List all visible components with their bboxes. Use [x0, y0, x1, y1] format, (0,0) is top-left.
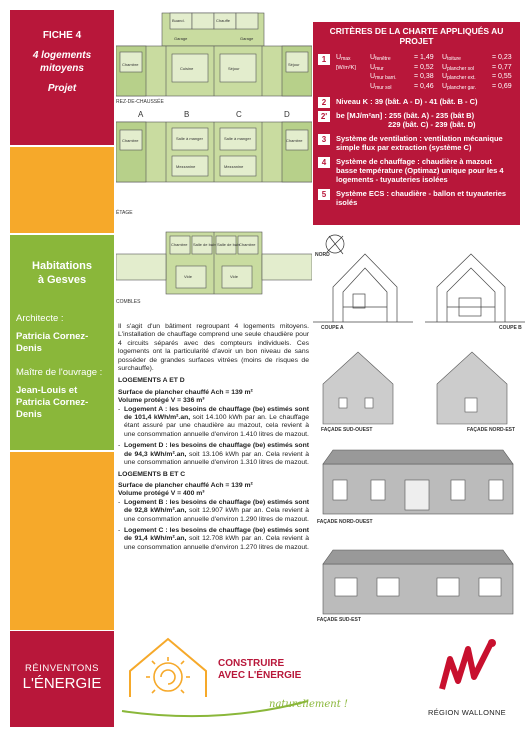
volume-ad: Volume protégé V = 336 m³: [118, 397, 205, 405]
criteria-number-4: 4: [318, 157, 330, 168]
room-label-sejour: Séjour: [288, 62, 300, 67]
sidebar: [10, 10, 114, 621]
construire-logo: [118, 631, 410, 727]
u-value: = 0,69: [492, 82, 512, 90]
list-item: - Logement B : les besoins de chauffage (be) estimés sont de 92,8 kWh/m².an, soit 12.907 kWh par an. Cela revient à une consommation annuelle d'environ 1.290 litres de mazout.: [124, 499, 309, 524]
region-wallonne-emblem-icon: [412, 631, 522, 701]
caption-facade-no: FAÇADE NORD-OUEST: [317, 519, 373, 525]
u-value: = 0,46: [414, 82, 434, 90]
caption-etage: ÉTAGE: [116, 210, 133, 216]
intro-paragraph: Il s'agit d'un bâtiment regroupant 4 logements mitoyens. L'installation de chauffage comprend une seule chaudière pour 4 circuits séparés avec des compteurs individuels. Ces logements ont la particularité d'avoir un bon niveau de sans posséder de grandes surfaces vitrées (moins de risques de surchauffe).: [118, 323, 309, 373]
room-label-buand: Buand.: [172, 18, 185, 23]
caption-combles: COMBLES: [116, 299, 141, 305]
room-label-sdb: Salle de bain: [193, 242, 217, 247]
logements-bc-list: [118, 499, 309, 552]
fiche-subtitle: [10, 49, 114, 75]
criteria-ecs: 5 Système ECS : chaudière - ballon et tuyauteries isolés: [318, 189, 515, 207]
footer: [10, 631, 522, 727]
room-label-chambre: Chambre: [122, 62, 139, 67]
maitre-label: Maître de l'ouvrage :: [16, 367, 103, 378]
list-item: - Logement D : les besoins de chauffage (be) estimés sont de 94,3 kWh/m².an, soit 13.106 kWh par an. Cela revient à une consommation annuelle d'environ 1.310 litres de mazout.: [124, 442, 309, 467]
section-b-drawing: [425, 254, 525, 322]
criteria-number-1: 1: [318, 54, 330, 65]
criteria-number-2b: 2': [318, 111, 330, 122]
reinventons-line-2: L'ÉNERGIE: [22, 675, 102, 692]
fiche-number: FICHE 4: [42, 30, 82, 41]
surface-bc: Surface de plancher chauffé Ach = 139 m²: [118, 481, 253, 489]
u-value: = 0,38: [414, 73, 434, 80]
region-wallonne-logo: [412, 631, 522, 727]
facade-se-drawing: [323, 550, 513, 614]
hab-line-2: à Gesves: [37, 274, 87, 286]
region-wallonne-label: RÉGION WALLONNE: [428, 708, 506, 717]
caption-facade-se: FAÇADE SUD-EST: [317, 617, 361, 623]
u-value: = 1,49: [414, 54, 434, 61]
subtitle-line-1: 4 logements: [32, 50, 92, 61]
fiche-header: [10, 10, 114, 145]
subtitle-line-2: mitoyens: [40, 63, 84, 74]
plan-letter-a: A: [138, 110, 144, 119]
room-label-vide: Vide: [184, 274, 192, 279]
caption-coupe-b: COUPE B: [499, 325, 522, 331]
u-value: = 0,52: [414, 63, 434, 71]
plan-letter-b: B: [184, 110, 190, 119]
room-label-cuisine: Cuisine: [180, 66, 194, 71]
heading-logements-bc: LOGEMENTS B ET C: [118, 470, 186, 478]
naturellement-tagline: naturellement !: [269, 699, 348, 710]
orange-band-bottom: [10, 452, 114, 630]
architecte-name: Patricia Cornez-Denis: [16, 331, 89, 354]
hab-line-1: Habitations: [32, 260, 92, 272]
section-a-drawing: [313, 254, 413, 322]
floor-plans: [116, 10, 312, 310]
room-label-sdb-2: Salle de bain: [217, 242, 241, 247]
room-label-salle: Salle à manger: [176, 136, 203, 141]
upper-floor-plan: [116, 122, 312, 182]
u-value: = 0,55: [492, 73, 512, 80]
criteria-box: [313, 22, 520, 225]
criteria-title: CRITÈRES DE LA CHARTE APPLIQUÉS AU PROJET: [329, 26, 504, 46]
umax-label: $U_{max}$: [336, 54, 351, 62]
orange-band-top: [10, 147, 114, 233]
criteria-be: 2' be [MJ/m²an] : 255 (bât. A) - 235 (bât B) 229 (bât. C) - 239 (bât. D): [318, 111, 515, 129]
volume-bc: Volume protégé V = 400 m³: [118, 490, 205, 498]
maitre-name: Jean-Louis et Patricia Cornez-Denis: [16, 385, 89, 420]
ground-floor-plan: [116, 13, 312, 96]
room-label-chambre-3: Chambre: [286, 138, 303, 143]
criteria-u-values: [318, 54, 515, 92]
room-label-chambre-5: Chambre: [239, 242, 256, 247]
reinventons-line-1: RÉINVENTONS: [25, 663, 99, 674]
room-label-mezzanine: Mezzanine: [176, 164, 196, 169]
list-item: - Logement A : les besoins de chauffage (be) estimés sont de 101,4 kWh/m².an, soit 14.100 kWh par an. Le chauffage étant assuré par une chaudière au mazout, cela revient à une consommation annuelle d'environ 1.410 litres de mazout.: [124, 406, 309, 440]
caption-facade-so: FAÇADE SUD-OUEST: [321, 427, 373, 433]
architecte-label: Architecte :: [16, 313, 64, 324]
room-label-mezzanine-2: Mezzanine: [224, 164, 244, 169]
list-item: - Logement C : les besoins de chauffage (be) estimés sont de 91,4 kWh/m².an, soit 12.708 kWh par an. Cela revient à une consommation annuelle d'environ 1.270 litres de mazout.: [124, 527, 309, 552]
facade-nw-drawing: [323, 450, 513, 514]
reinventons-logo: [10, 631, 114, 727]
elevations: [313, 232, 525, 632]
floor-plans-drawing: [116, 10, 312, 310]
u-unit: [W/m²K]: [336, 64, 356, 71]
construire-line-2: AVEC L'ÉNERGIE: [218, 670, 302, 681]
room-label-chambre-4: Chambre: [171, 242, 188, 247]
facade-ne-drawing: [437, 352, 507, 424]
room-label-chambre-2: Chambre: [122, 138, 139, 143]
caption-rdc: REZ-DE-CHAUSSÉE: [116, 99, 164, 105]
room-label-vide-2: Vide: [230, 274, 238, 279]
facade-sw-drawing: [323, 352, 393, 424]
room-label-garage-2: Garage: [240, 36, 254, 41]
project-description: [118, 323, 309, 555]
u-values-grid: $U_{max}$ $U_{fenêtre}$ = 1,49 $U_{toiture}$ = 0,23 [W/m²K] $U_{mur}$ = 0,52 $U_{plancher sol}$ = 0,77 $U_{mur barri.}$ = 0,38 $U_{plancher ext.}$ = 0,55 $U_{mur sol}$ = 0,46 $U_{plancher gar.}$ = 0,69: [336, 54, 515, 92]
north-label: NORD: [315, 252, 330, 258]
project-info: [10, 235, 114, 450]
heading-logements-ad: LOGEMENTS A ET D: [118, 377, 185, 385]
plan-letter-d: D: [284, 110, 290, 119]
room-label-chauffe: Chauffe: [216, 18, 230, 23]
room-label-salle-2: Salle à manger: [224, 136, 251, 141]
criteria-number-3: 3: [318, 134, 330, 145]
u-value: = 0,23: [492, 54, 512, 61]
caption-facade-ne: FAÇADE NORD-EST: [467, 427, 516, 433]
plan-letter-c: C: [236, 110, 242, 119]
habitations-title: [10, 259, 114, 287]
caption-coupe-a: COUPE A: [321, 325, 344, 331]
projet-label: Projet: [47, 83, 77, 94]
u-value: = 0,77: [492, 63, 512, 71]
logements-ad-list: [118, 406, 309, 468]
criteria-niveau-k: 2 Niveau K : 39 (bât. A - D) - 41 (bât. B - C): [318, 97, 515, 106]
room-label-sejour-2: Séjour: [228, 66, 240, 71]
construire-line-1: CONSTRUIRE: [218, 658, 285, 669]
criteria-number-5: 5: [318, 189, 330, 200]
criteria-chauffage: 4 Système de chauffage : chaudière à mazout basse température (Optimaz) unique pour les 4 logements - tuyauteries isolées: [318, 157, 515, 184]
surface-ad: Surface de plancher chauffé Ach = 139 m²: [118, 388, 253, 396]
room-label-garage: Garage: [174, 36, 188, 41]
criteria-number-2: 2: [318, 97, 330, 108]
criteria-ventilation: 3 Système de ventilation : ventilation mécanique simple flux par extraction (système C): [318, 134, 515, 152]
